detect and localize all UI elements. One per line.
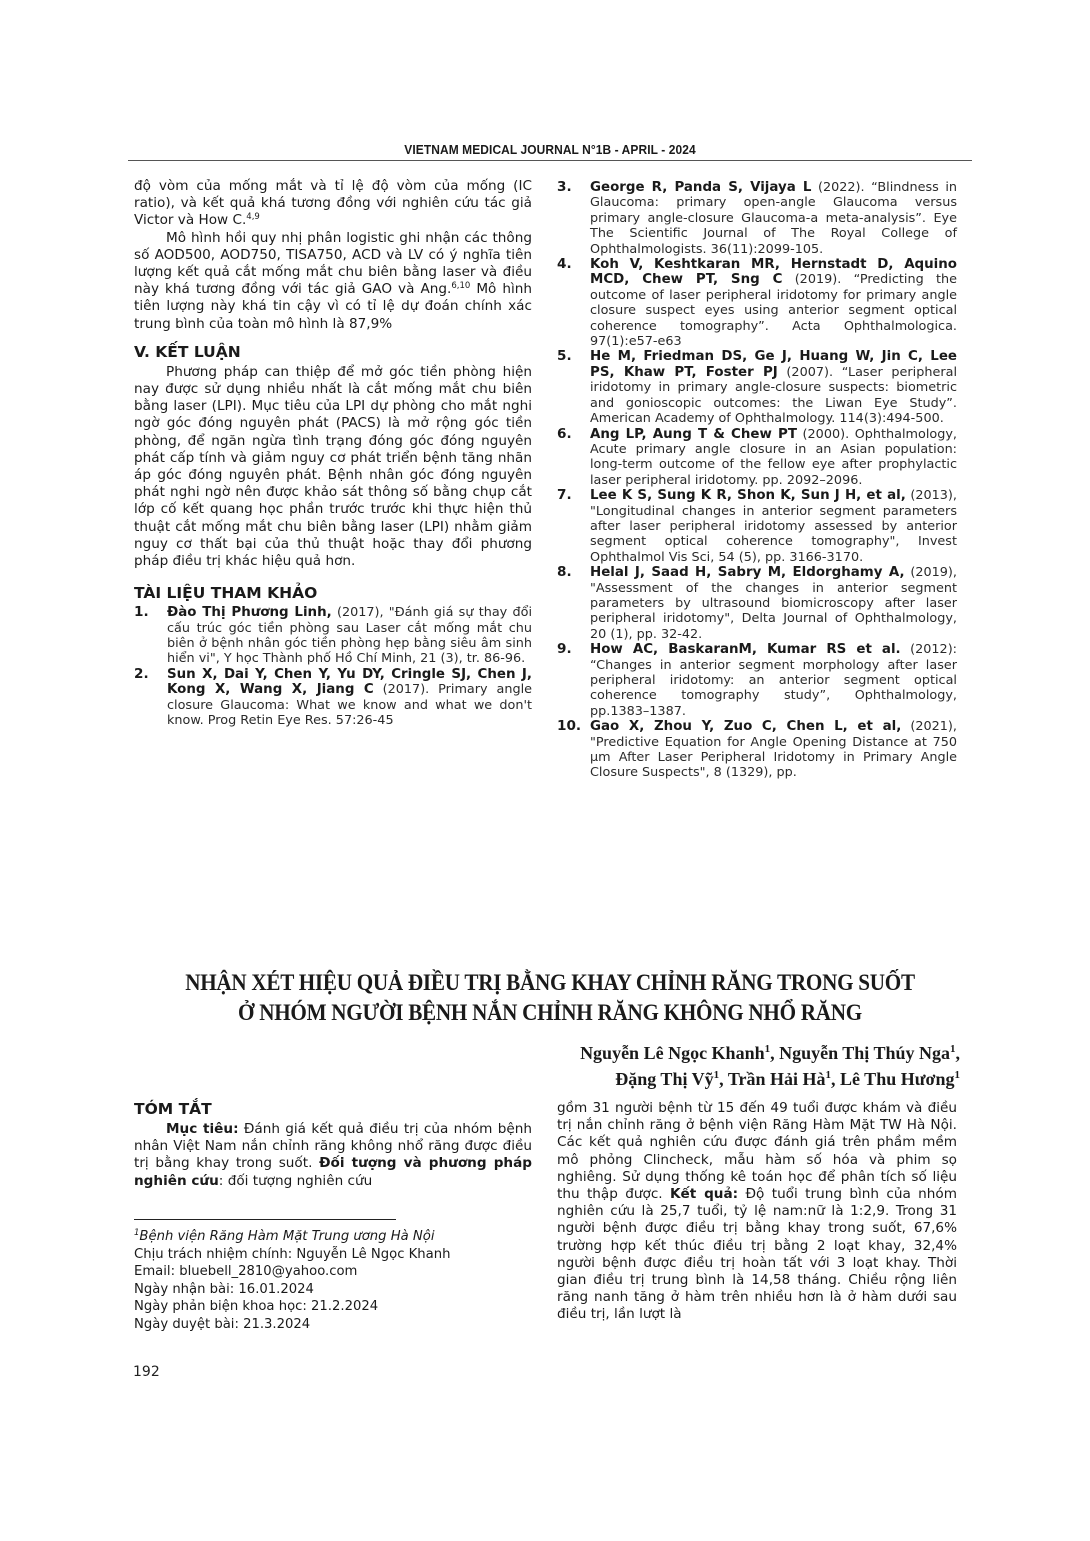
left-column-previous-article bbox=[134, 178, 532, 729]
abstract-paragraph-continued: gồm 31 người bệnh từ 15 đến 49 tuổi được khám và điều trị nắn chỉnh răng ở bệnh viện Răng Hàm Mặt TW Hà Nội. Các kết quả nghiên cứu được đánh giá trên phầm mềm mô phỏng Clincheck, mẫu hàm số hóa và phim sọ nghiêng. Sử dụng thống kê toán học để phân tích số liệu thu thập được. Kết quả: Độ tuổi trung bình của nhóm nghiên cứu là 25,7 tuổi, tỷ lệ nam:nữ là 1:2,9. Trong 31 người bệnh được điều trị bằng khay trong suốt, 67,6% trường hợp kết thúc điều trị bằng 2 loạt khay, 32,4% người bệnh được điều trị hoàn tất với 3 loạt khay. Thời gian điều trị trung bình là 14,58 tháng. Chiều rộng liên răng nanh tăng ở hàm trên nhiều hơn là ở hàm dưới sau điều trị, lần lượt là bbox=[557, 1100, 957, 1323]
footnote-rule bbox=[134, 1219, 396, 1220]
author-name: Lê Thu Hương bbox=[840, 1069, 955, 1089]
article-title-line: Ở NHÓM NGƯỜI BỆNH NẮN CHỈNH RĂNG KHÔNG NHỔ RĂNG bbox=[238, 1000, 862, 1025]
reference-item: 2. Sun X, Dai Y, Chen Y, Yu DY, Cringle SJ, Chen J, Kong X, Wang X, Jiang C (2017). Primary angle closure Glaucoma: What we know and what we don't know. Prog Retin Eye Res. 57:26-45 bbox=[134, 665, 532, 729]
conclusion-heading: V. KẾT LUẬN bbox=[134, 342, 241, 361]
date-accepted: Ngày duyệt bài: 21.3.2024 bbox=[134, 1316, 311, 1332]
abstract-heading: TÓM TẮT bbox=[134, 1100, 212, 1118]
article-title-line: NHẬN XÉT HIỆU QUẢ ĐIỀU TRỊ BẰNG KHAY CHỈNH RĂNG TRONG SUỐT bbox=[185, 970, 915, 995]
abstract-right bbox=[557, 1100, 957, 1324]
affiliation-footnote: $^1$Bệnh viện Răng Hàm Mặt Trung ương Hà Nội bbox=[134, 1228, 435, 1244]
date-received: Ngày nhận bài: 16.01.2024 bbox=[134, 1281, 314, 1297]
reference-item: 8. Helal J, Saad H, Sabry M, Eldorghamy A, (2019), "Assessment of the changes in anterior segment parameters by ultrasound biomicroscopy after laser peripheral iridotomy", Delta Journal of Ophthalmology, 20 (1), pp. 32-42. bbox=[557, 564, 957, 642]
reference-item: 6. Ang LP, Aung T & Chew PT (2000). Ophthalmology, Acute primary angle closure in an Asian population: long-term outcome of the fellow eye after prophylactic laser peripheral iridotomy. pp. 2092–2096. bbox=[557, 425, 958, 488]
journal-running-header: VIETNAM MEDICAL JOURNAL N°1B - APRIL - 2024 bbox=[404, 142, 696, 157]
methods-text: : đối tượng nghiên cứu bbox=[218, 1172, 373, 1189]
author-name: Nguyễn Thị Thúy Nga bbox=[779, 1043, 950, 1063]
discussion-paragraph: độ vòm của mống mắt và tỉ lệ độ vòm của mống (IC ratio), và kết quả khá tương đồng với nghiên cứu tác giả Victor và How C.$^{4,9}$ bbox=[134, 178, 532, 229]
reference-item: 5. He M, Friedman DS, Ge J, Huang W, Jin C, Lee PS, Khaw PT, Foster PJ (2007). “Laser peripheral iridotomy in primary angle-closure suspects: biometric and gonioscopic outcomes: the Liwan Eye Study”. American Academy of Ophthalmology. 114(3):494-500. bbox=[557, 348, 957, 427]
article-title bbox=[162, 968, 938, 1028]
reference-item: 10. Gao X, Zhou Y, Zuo C, Chen L, et al, (2021), "Predictive Equation for Angle Opening Distance at 750 µm After Laser Peripheral Iridotomy in Primary Angle Closure Suspects", 8 (1329), pp. bbox=[557, 718, 957, 781]
footnotes bbox=[134, 1228, 532, 1334]
reference-item: 1. Đào Thị Phương Linh, (2017), "Đánh giá sự thay đổi cấu trúc góc tiền phòng sau Laser cắt mống mắt chu biên ở bệnh nhân góc tiền phòng hẹp bằng siêu âm sinh hiển vi", Y học Thành phố Hồ Chí Minh, 21 (3), tr. 86-96. bbox=[134, 604, 532, 667]
reference-item: 4. Koh V, Keshtkaran MR, Hernstadt D, Aquino MCD, Chew PT, Sng C (2019). “Predicting the outcome of laser peripheral iridotomy for primary angle closure suspect eyes using anterior segment optical coherence tomography”. Acta Ophthalmologica. 97(1):e57-e63 bbox=[557, 256, 957, 350]
date-reviewed: Ngày phản biện khoa học: 21.2.2024 bbox=[134, 1299, 379, 1315]
author-name: Đặng Thị Vỹ bbox=[615, 1069, 714, 1089]
methods-text-continued: gồm 31 người bệnh từ 15 đến 49 tuổi được khám và điều trị nắn chỉnh răng ở bệnh viện Răng Hàm Mặt TW Hà Nội. Các kết quả nghiên cứu được đánh giá trên phầm mềm mô phỏng Clincheck, mẫu hàm số hóa và phim sọ nghiêng. Sử dụng thống kê toán học để phân tích số liệu thu thập được. bbox=[557, 1100, 957, 1203]
email[interactable]: Email: bluebell_2810@yahoo.com bbox=[134, 1264, 358, 1280]
reference-item: 9. How AC, BaskaranM, Kumar RS et al. (2012): “Changes in anterior segment morphology after laser peripheral iridotomy: an anterior segment optical coherence tomography study”, Ophthalmology, pp.1383–1387. bbox=[557, 641, 957, 719]
abstract-left bbox=[134, 1100, 532, 1190]
page-number: 192 bbox=[133, 1364, 160, 1380]
article-authors: Nguyễn Lê Ngọc Khanh$^1$, Nguyễn Thị Thúy Nga$^1$, Đặng Thị Vỹ$^1$, Trần Hải $Hà^1$, Lê Thu Hương$^1$ bbox=[580, 1043, 960, 1089]
header-rule bbox=[128, 160, 972, 161]
references-heading: TÀI LIỆU THAM KHẢO bbox=[134, 584, 318, 603]
author-name: Trần Hải Hà bbox=[727, 1069, 826, 1089]
corresponding-author: Chịu trách nhiệm chính: Nguyễn Lê Ngọc Khanh bbox=[134, 1246, 451, 1262]
abstract-paragraph-start: Mục tiêu: Đánh giá kết quả điều trị của nhóm bệnh nhân Việt Nam nắn chỉnh răng không nhổ răng được điều trị bằng khay trong suốt. Đối tượng và phương pháp nghiên cứu: đối tượng nghiên cứu bbox=[134, 1121, 533, 1189]
author-name: Nguyễn Lê Ngọc Khanh bbox=[580, 1043, 765, 1063]
right-column-references bbox=[557, 180, 957, 781]
reference-list-right bbox=[557, 180, 957, 781]
reference-list-left bbox=[134, 605, 532, 728]
reference-item: 7. Lee K S, Sung K R, Shon K, Sun J H, et al, (2013), "Longitudinal changes in anterior segment parameters after laser peripheral iridotomy assessed by anterior segment optical coherence tomography", Invest Ophthalmol Vis Sci, 54 (5), pp. 3166-3170. bbox=[557, 487, 957, 565]
conclusion-paragraph: Phương pháp can thiệp để mở góc tiền phòng hiện nay được sử dụng nhiều nhất là cắt mống mắt chu biên bằng laser (LPI). Mục tiêu của LPI dự phòng cho mắt nghi ngờ góc đóng nguyên phát (PACS) là mở rộng góc tiền phòng, để ngăn ngừa tình trạng đóng góc đóng nguyên phát cấp tính và giảm nguy cơ phát triển bệnh tăng nhãn áp góc đóng nguyên phát. Bệnh nhân góc đóng nguyên phát nghi ngờ nên được khảo sát thông số bằng chụp cắt lớp cố kết quang học phần trước trước khi thực hiện thủ thuật cắt mống mắt chu biên bằng laser (LPI) nhằm giảm nguy cơ thất bại của thủ thuật hoặc thay đổi phương pháp điều trị khác hiệu quả hơn. bbox=[134, 363, 532, 570]
reference-item: 3. George R, Panda S, Vijaya L (2022). “Blindness in Glaucoma: primary open-angle Glaucoma versus primary angle-closure Glaucoma-a meta-analysis”. Eye The Scientific Journal of The Royal College of Ophthalmologists. 36(11):2099-105. bbox=[557, 179, 957, 257]
discussion-paragraph: Mô hình hồi quy nhị phân logistic ghi nhận các thông số AOD500, AOD750, TISA750, ACD và LV có ý nghĩa tiên lượng kết quả cắt mống mắt chu biên bằng laser và điều này khá tương đồng với tác giả GAO và Ang.$^{6,10}$ Mô hình tiên lượng này khá tin cậy vì có tỉ lệ dự đoán chính xác trung bình của toàn mô hình là 87,9% bbox=[134, 229, 533, 332]
